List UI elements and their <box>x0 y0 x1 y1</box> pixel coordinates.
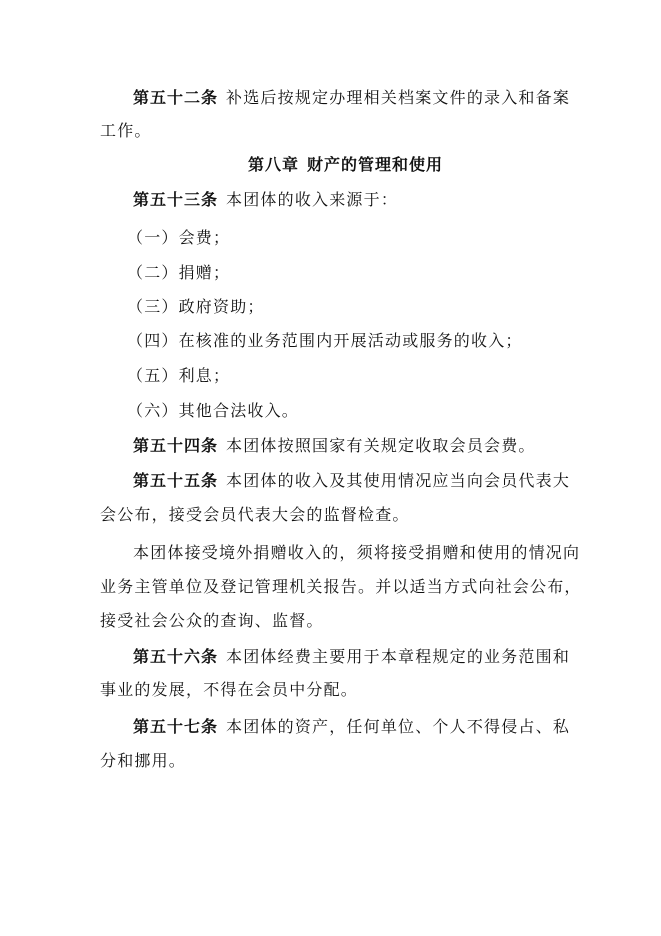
article-57-text: 本团体的资产，任何单位、个人不得侵占、私 <box>226 717 571 736</box>
chapter-heading <box>248 155 443 175</box>
article-55-para-2-line-1: 本团体接受境外捐赠收入的，须将接受捐赠和使用的情况向 <box>133 543 581 562</box>
article-56-label: 第五十六条 <box>133 647 219 666</box>
article-55-text: 本团体的收入及其使用情况应当向会员代表大 <box>226 471 571 490</box>
article-57-line-2: 分和挪用。 <box>100 751 187 770</box>
article-55-para-2-line-2: 业务主管单位及登记管理机关报告。并以适当方式向社会公布， <box>100 577 582 596</box>
list-item: （三）政府资助； <box>127 297 265 316</box>
article-52-line-1 <box>133 88 570 108</box>
article-53-text: 本团体的收入来源于： <box>226 190 399 209</box>
article-54-text: 本团体按照国家有关规定收取会员会费。 <box>226 436 536 455</box>
article-55-line-1 <box>133 471 570 491</box>
article-52-text: 补选后按规定办理相关档案文件的录入和备案 <box>226 88 571 107</box>
list-item: （二）捐赠； <box>127 263 231 282</box>
list-item: （一）会费； <box>127 228 231 247</box>
article-56-text: 本团体经费主要用于本章程规定的业务范围和 <box>226 647 571 666</box>
article-53-label: 第五十三条 <box>133 190 219 209</box>
article-52-line-2: 工作。 <box>100 121 152 140</box>
article-55-line-2: 会公布，接受会员代表大会的监督检查。 <box>100 505 410 524</box>
article-56-line-2: 事业的发展，不得在会员中分配。 <box>100 680 359 699</box>
article-54-label: 第五十四条 <box>133 436 219 455</box>
article-55-para-2-line-3: 接受社会公众的查询、监督。 <box>100 611 324 630</box>
article-54-line <box>133 436 536 456</box>
article-56-line-1 <box>133 647 570 667</box>
article-55-label: 第五十五条 <box>133 471 219 490</box>
article-57-line-1 <box>133 717 570 737</box>
list-item: （六）其他合法收入。 <box>127 401 300 420</box>
list-item: （四）在核准的业务范围内开展活动或服务的收入； <box>127 331 523 350</box>
article-53-line <box>133 190 398 210</box>
chapter-number: 第八章 <box>248 155 300 174</box>
article-52-label: 第五十二条 <box>133 88 219 107</box>
list-item: （五）利息； <box>127 366 231 385</box>
article-57-label: 第五十七条 <box>133 717 219 736</box>
chapter-title: 财产的管理和使用 <box>307 155 444 174</box>
